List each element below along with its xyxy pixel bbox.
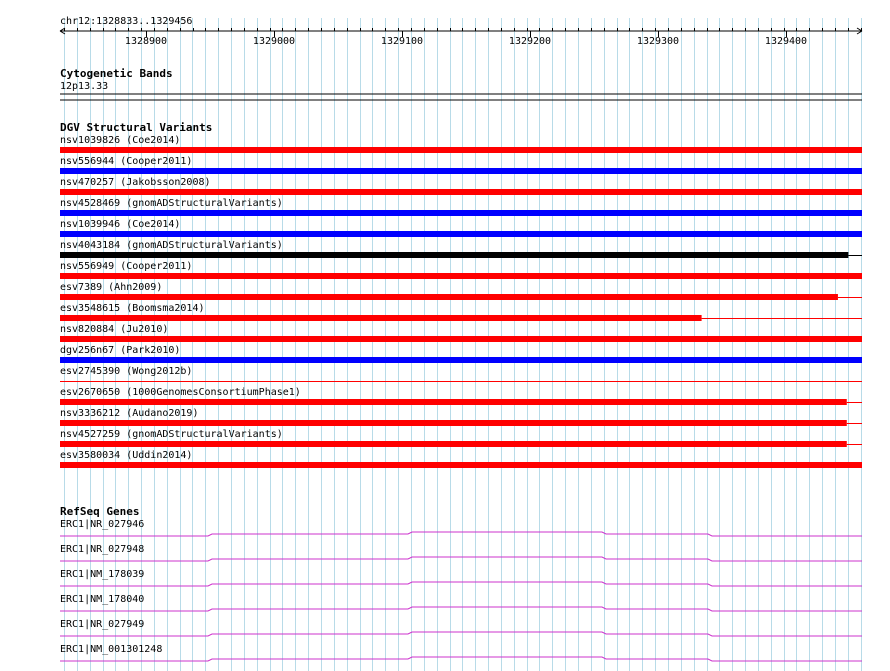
dgv-feature-bar[interactable] <box>60 441 847 447</box>
dgv-feature[interactable] <box>60 240 862 258</box>
refseq-track-title: RefSeq Genes <box>60 505 140 518</box>
grid-lines <box>65 18 862 671</box>
dgv-feature[interactable] <box>60 177 862 195</box>
dgv-feature-label: nsv820884 (Ju2010) <box>60 324 169 335</box>
dgv-feature-bar[interactable] <box>60 420 847 426</box>
dgv-feature-label: esv3580034 (Uddin2014) <box>60 450 193 461</box>
cytoband-label: 12p13.33 <box>60 81 109 92</box>
refseq-gene-label: ERC1|NR_027948 <box>60 544 145 555</box>
ruler-tick-label: 1329400 <box>764 36 808 47</box>
dgv-feature-label: esv2670650 (1000GenomesConsortiumPhase1) <box>60 387 301 398</box>
dgv-feature[interactable] <box>60 429 862 447</box>
dgv-feature-bar[interactable] <box>60 210 862 216</box>
ruler-tick-label: 1329200 <box>508 36 552 47</box>
dgv-feature-label: nsv3336212 (Audano2019) <box>60 408 199 419</box>
ruler-tick-label: 1328900 <box>124 36 168 47</box>
refseq-gene-label: ERC1|NM_178040 <box>60 594 145 605</box>
dgv-feature-bar[interactable] <box>60 252 848 258</box>
dgv-feature-bar[interactable] <box>60 336 862 342</box>
dgv-feature-label: nsv1039946 (Coe2014) <box>60 219 181 230</box>
dgv-feature-label: dgv256n67 (Park2010) <box>60 345 181 356</box>
dgv-feature-bar[interactable] <box>60 168 862 174</box>
dgv-feature-label: nsv4527259 (gnomADStructuralVariants) <box>60 429 283 440</box>
region-label: chr12:1328833..1329456 <box>60 16 193 27</box>
dgv-feature-bar[interactable] <box>60 399 847 405</box>
dgv-feature-label: nsv4043184 (gnomADStructuralVariants) <box>60 240 283 251</box>
dgv-feature[interactable] <box>60 450 862 468</box>
refseq-gene-label: ERC1|NR_027946 <box>60 519 145 530</box>
dgv-feature-bar[interactable] <box>60 273 862 279</box>
dgv-feature-label: nsv556944 (Cooper2011) <box>60 156 193 167</box>
dgv-feature[interactable] <box>60 219 862 237</box>
dgv-feature-label: nsv556949 (Cooper2011) <box>60 261 193 272</box>
dgv-feature[interactable] <box>60 408 862 426</box>
ruler-tick-label: 1329100 <box>380 36 424 47</box>
dgv-feature-label: esv7389 (Ahn2009) <box>60 282 163 293</box>
dgv-feature-label: esv3548615 (Boomsma2014) <box>60 303 205 314</box>
dgv-feature-label: nsv470257 (Jakobsson2008) <box>60 177 211 188</box>
cytoband-track-title: Cytogenetic Bands <box>60 67 173 80</box>
dgv-feature-bar[interactable] <box>60 231 862 237</box>
refseq-gene-label: ERC1|NM_001301248 <box>60 644 163 655</box>
dgv-track <box>60 121 862 468</box>
dgv-feature-bar[interactable] <box>60 357 862 363</box>
dgv-feature-label: esv2745390 (Wong2012b) <box>60 366 193 377</box>
dgv-feature-bar[interactable] <box>60 147 862 153</box>
ruler-tick-label: 1329300 <box>636 36 680 47</box>
dgv-feature-label: nsv1039826 (Coe2014) <box>60 135 181 146</box>
dgv-feature[interactable] <box>60 387 862 405</box>
dgv-feature[interactable] <box>60 156 862 174</box>
ruler-tick-label: 1329000 <box>252 36 296 47</box>
dgv-track-title: DGV Structural Variants <box>60 121 213 134</box>
dgv-feature-bar[interactable] <box>60 315 702 321</box>
refseq-gene-label: ERC1|NR_027949 <box>60 619 145 630</box>
dgv-feature-bar[interactable] <box>60 189 862 195</box>
refseq-gene-label: ERC1|NM_178039 <box>60 569 145 580</box>
dgv-feature[interactable] <box>60 345 862 363</box>
dgv-feature[interactable] <box>60 261 862 279</box>
dgv-feature[interactable] <box>60 198 862 216</box>
dgv-feature-label: nsv4528469 (gnomADStructuralVariants) <box>60 198 283 209</box>
dgv-feature-bar[interactable] <box>60 294 838 300</box>
dgv-feature[interactable] <box>60 135 862 153</box>
dgv-feature-bar[interactable] <box>60 462 862 468</box>
dgv-feature[interactable] <box>60 303 862 321</box>
